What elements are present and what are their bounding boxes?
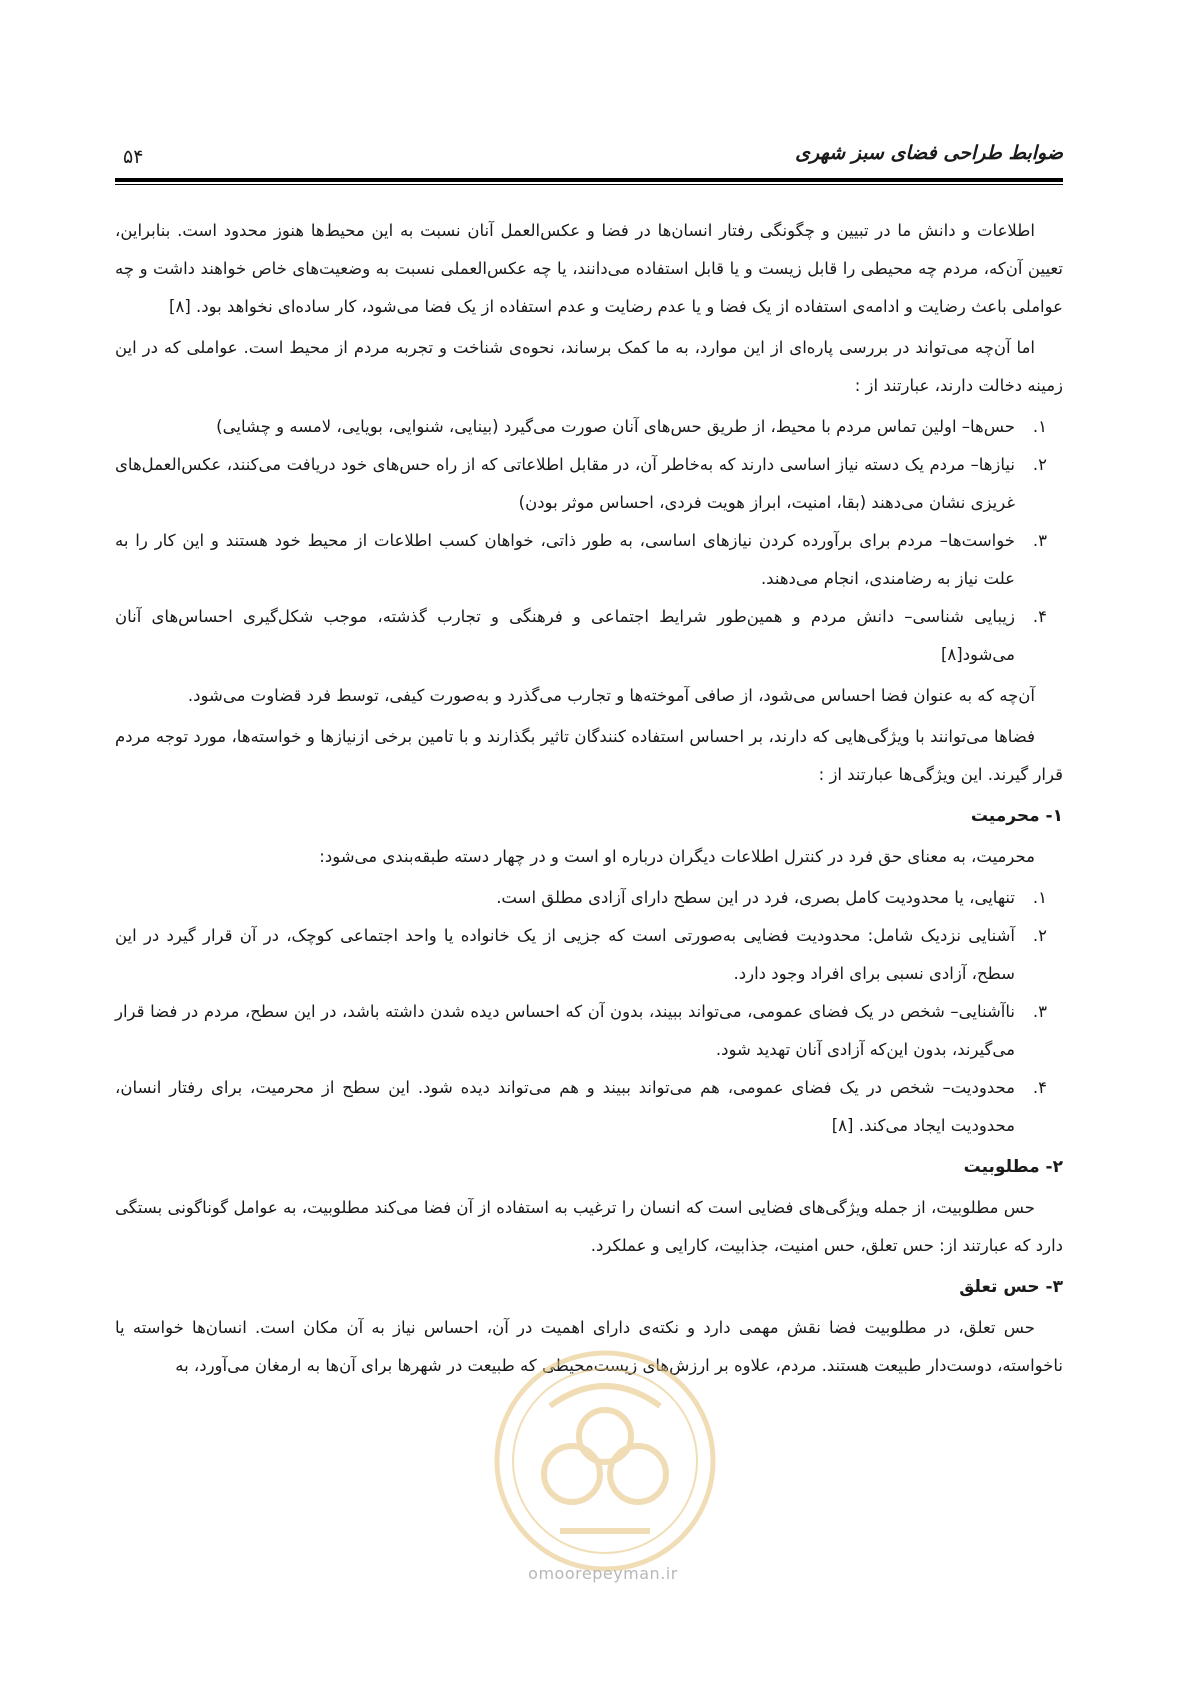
list-item-text: زیبایی شناسی– دانش مردم و همین‌طور شرایط اجتماعی و فرهنگی و تجارب گذشته، موجب شکل‌گیری احساس‌های آنان می‌شود[۸] xyxy=(115,607,1015,664)
numbered-list-privacy xyxy=(115,879,1063,1145)
list-item xyxy=(115,879,1047,917)
list-item xyxy=(115,1069,1047,1145)
page-number: ۵۴ xyxy=(123,146,144,168)
paragraph: فضاها می‌توانند با ویژگی‌هایی که دارند، بر احساس استفاده کنندگان تاثیر بگذارند و با تامین برخی ازنیازها و خواسته‌ها، مورد توجه مردم قرار گیرند. این ویژگی‌ها عبارتند از : xyxy=(115,727,1063,784)
numbered-list-perception xyxy=(115,408,1063,674)
section-heading-privacy: ۱- محرمیت xyxy=(970,806,1063,826)
paragraph: اطلاعات و دانش ما در تبیین و چگونگی رفتار انسان‌ها در فضا و عکس‌العمل آنان نسبت به این محیط‌ها هنوز محدود است. بنابراین، تعیین آن‌که، مردم چه محیطی را قابل زیست و یا قابل استفاده می‌دانند، یا چه عکس‌العملی نسبت به وضعیت‌های خاص خواهند داشت و چه عواملی باعث رضایت و ادامه‌ی استفاده از یک فضا و یا عدم رضایت و عدم استفاده از یک فضا می‌شود، کار ساده‌ای نخواهد بود. [۸] xyxy=(115,221,1063,316)
list-item-text: ناآشنایی– شخص در یک فضای عمومی، می‌تواند ببیند، بدون آن که احساس دیده شدن داشته باشد، در این سطح، مردم در فضا قرار می‌گیرند، بدون این‌که آزادی آنان تهدید شود. xyxy=(115,1002,1015,1059)
list-number: ۲. xyxy=(1032,455,1047,474)
list-item xyxy=(115,446,1047,522)
running-title: ضوابط طراحی فضای سبز شهری xyxy=(795,142,1063,164)
list-number: ۳. xyxy=(1032,531,1047,550)
paragraph: محرمیت، به معنای حق فرد در کنترل اطلاعات دیگران درباره او است و در چهار دسته طبقه‌بندی می‌شود: xyxy=(319,847,1035,866)
list-item xyxy=(115,408,1047,446)
list-item-text: حس‌ها– اولین تماس مردم با محیط، از طریق حس‌های آنان صورت می‌گیرد (بینایی، شنوایی، بویایی، لامسه و چشایی) xyxy=(216,417,1015,436)
list-item xyxy=(115,598,1047,674)
list-number: ۳. xyxy=(1032,1002,1047,1021)
section-heading-belonging: ۳- حس تعلق xyxy=(959,1277,1063,1297)
page-header xyxy=(115,138,1063,178)
list-number: ۴. xyxy=(1032,607,1047,626)
list-number: ۱. xyxy=(1032,888,1047,907)
list-item xyxy=(115,993,1047,1069)
list-item-text: محدودیت– شخص در یک فضای عمومی، هم می‌تواند ببیند و هم می‌تواند دیده شود. این سطح از محرمیت، برای رفتار انسان، محدودیت ایجاد می‌کند. [۸] xyxy=(115,1078,1015,1135)
list-item xyxy=(115,917,1047,993)
list-number: ۴. xyxy=(1032,1078,1047,1097)
paragraph: حس مطلوبیت، از جمله ویژگی‌های فضایی است که انسان را ترغیب به استفاده از آن فضا می‌کند مطلوبیت، به عوامل گوناگونی بستگی دارد که عبارتند از: حس تعلق، حس امنیت، جذابیت، کارایی و عملکرد. xyxy=(115,1198,1063,1255)
paragraph: آن‌چه که به عنوان فضا احساس می‌شود، از صافی آموخته‌ها و تجارب می‌گذرد و به‌صورت کیفی، توسط فرد قضاوت می‌شود. xyxy=(187,686,1035,705)
paragraph: حس تعلق، در مطلوبیت فضا نقش مهمی دارد و نکته‌ی دارای اهمیت در آن، احساس نیاز به آن مکان است. انسان‌ها خواسته یا ناخواسته، دوست‌دار طبیعت هستند. مردم، علاوه بر ارزش‌های زیست‌محیطی که طبیعت در شهرها برای آن‌ها به ارمغان می‌آورد، به xyxy=(115,1318,1063,1375)
watermark-url: omoorepeyman.ir xyxy=(528,1564,678,1583)
list-item-text: آشنایی نزدیک شامل: محدودیت فضایی به‌صورتی است که جزیی از یک خانواده یا واحد اجتماعی کوچک، در آن قرار گیرد در این سطح، آزادی نسبی برای افراد وجود دارد. xyxy=(115,926,1015,983)
section-heading-desirability: ۲- مطلوبیت xyxy=(963,1157,1063,1177)
list-number: ۲. xyxy=(1032,926,1047,945)
body-text xyxy=(115,212,1063,1388)
paragraph: اما آن‌چه می‌تواند در بررسی پاره‌ای از این موارد، به ما کمک برساند، نحوه‌ی شناخت و تجربه مردم از محیط است. عواملی که در این زمینه دخالت دارند، عبارتند از : xyxy=(115,338,1063,395)
list-number: ۱. xyxy=(1032,417,1047,436)
header-rule-thick xyxy=(115,178,1063,182)
list-item-text: خواست‌ها– مردم برای برآورده کردن نیازهای اساسی، به طور ذاتی، خواهان کسب اطلاعات از محیط خود هستند و این کار را به علت نیاز به رضامندی، انجام می‌دهند. xyxy=(115,531,1015,588)
header-rule-thin xyxy=(115,184,1063,185)
list-item xyxy=(115,522,1047,598)
list-item-text: نیازها– مردم یک دسته نیاز اساسی دارند که به‌خاطر آن، در مقابل اطلاعاتی که از راه حس‌های خود دریافت می‌کنند، عکس‌العمل‌های غریزی نشان می‌دهند (بقا، امنیت، ابراز هویت فردی، احساس موثر بودن) xyxy=(115,455,1015,512)
list-item-text: تنهایی، یا محدودیت کامل بصری، فرد در این سطح دارای آزادی مطلق است. xyxy=(496,888,1015,907)
